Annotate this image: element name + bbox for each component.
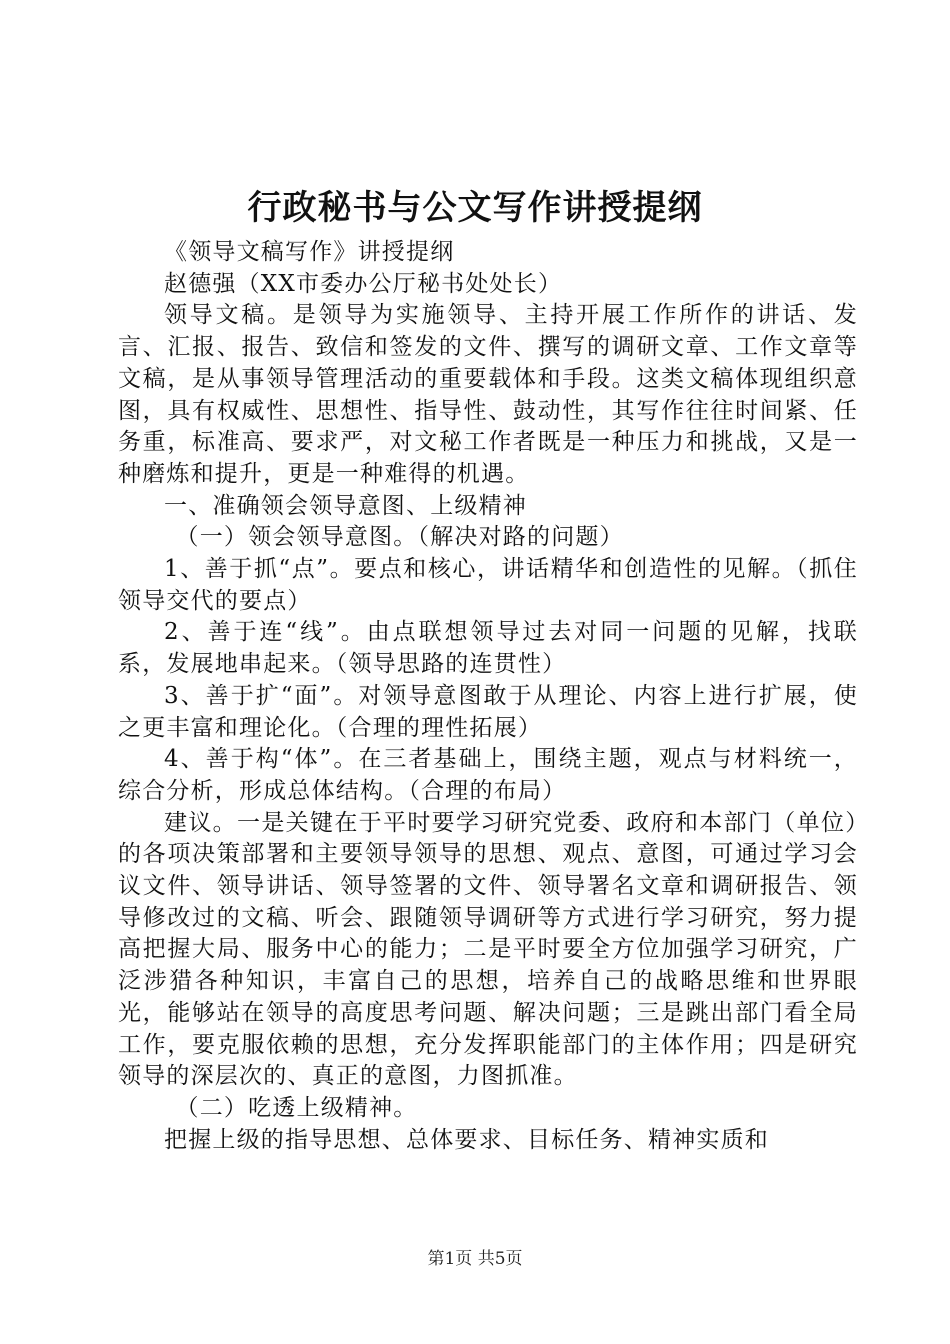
list-item: 4、善于构“体”。在三者基础上，围绕主题，观点与材料统一，综合分析，形成总体结构。（合理的布局） [118, 746, 858, 804]
paragraph: 建议。一是关键在于平时要学习研究党委、政府和本部门（单位）的各项决策部署和主要领导领导的思想、观点、意图，可通过学习会议文件、领导讲话、领导签署的文件、领导署名文章和调研报告、领导修改过的文稿、听会、跟随领导调研等方式进行学习研究，努力提高把握大局、服务中心的能力；二是平时要全方位加强学习研究，广泛涉猎各种知识，丰富自己的思想，培养自己的战略思维和世界眼光，能够站在领导的高度思考问题、解决问题；三是跳出部门看全局工作，要克服依赖的思想，充分发挥职能部门的主体作用；四是研究领导的深层次的、真正的意图，力图抓准。 [118, 809, 858, 1090]
document-title: 行政秘书与公文写作讲授提纲 [247, 188, 703, 228]
subsection-heading: （一）领会领导意图。（解决对路的问题） [175, 524, 624, 551]
document-body [118, 237, 858, 1156]
paragraph: 领导文稿。是领导为实施领导、主持开展工作所作的讲话、发言、汇报、报告、致信和签发的文件、撰写的调研文章、工作文章等文稿，是从事领导管理活动的重要载体和手段。这类文稿体现组织意图，具有权威性、思想性、指导性、鼓动性，其写作往往时间紧、任务重，标准高、要求严，对文秘工作者既是一种压力和挑战，又是一种磨炼和提升，更是一种难得的机遇。 [118, 302, 858, 487]
paragraph: 赵德强（XX市委办公厅秘书处处长） [164, 270, 563, 297]
list-item: 2、善于连“线”。由点联想领导过去对同一问题的见解，找联系，发展地串起来。（领导思路的连贯性） [118, 619, 858, 678]
paragraph: 把握上级的指导思想、总体要求、目标任务、精神实质和 [164, 1126, 769, 1153]
subsection-heading: （二）吃透上级精神。 [175, 1094, 418, 1121]
section-heading: 一、准确领会领导意图、上级精神 [164, 492, 527, 519]
page-footer: 第1页 共5页 [427, 1249, 523, 1269]
paragraph: 《领导文稿写作》讲授提纲 [164, 239, 455, 265]
list-item: 3、善于扩“面”。对领导意图敢于从理论、内容上进行扩展，使之更丰富和理论化。（合理的理性拓展） [118, 682, 858, 741]
list-item: 1、善于抓“点”。要点和核心，讲话精华和创造性的见解。（抓住领导交代的要点） [118, 556, 858, 614]
